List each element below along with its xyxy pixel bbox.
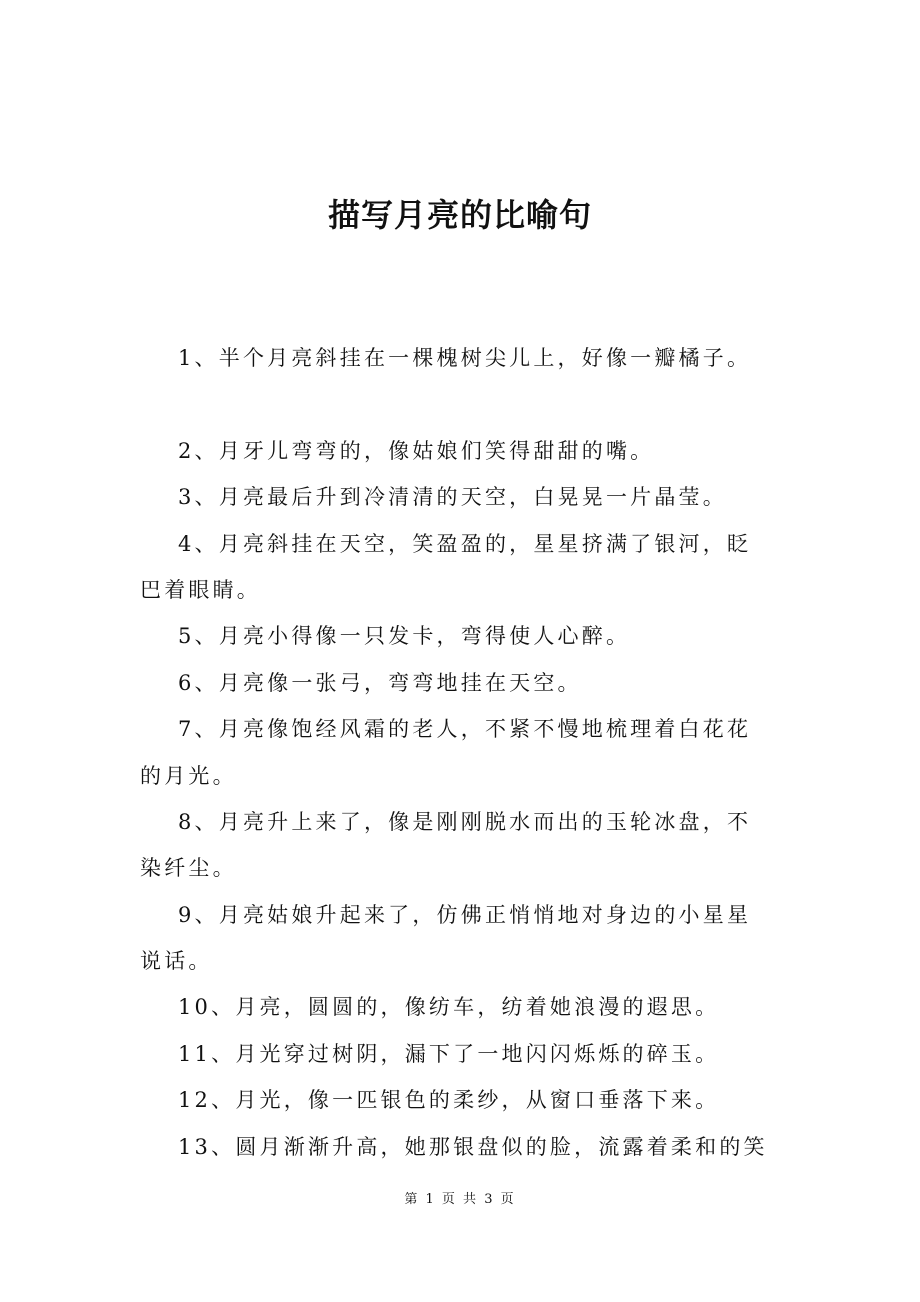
paragraph-1	[140, 335, 780, 381]
paragraph-line: 巴着眼睛。	[140, 577, 261, 602]
paragraph-9	[140, 892, 780, 985]
paragraph-line: 9、月亮姑娘升起来了，仿佛正悄悄地对身边的小星星	[178, 902, 752, 927]
paragraph-line: 2、月牙儿弯弯的，像姑娘们笑得甜甜的嘴。	[178, 438, 655, 463]
paragraph-3	[140, 474, 780, 520]
paragraph-line: 的月光。	[140, 763, 237, 788]
paragraph-11	[140, 1031, 780, 1077]
paragraph-line: 3、月亮最后升到冷清清的天空，白晃晃一片晶莹。	[178, 485, 727, 510]
paragraph-line: 1、半个月亮斜挂在一棵槐树尖儿上，好像一瓣橘子。	[178, 346, 752, 370]
paragraph-line: 4、月亮斜挂在天空，笑盈盈的，星星挤满了银河，眨	[178, 531, 752, 556]
document-body	[140, 335, 780, 1170]
paragraph-8	[140, 799, 780, 892]
blank-line	[140, 381, 780, 427]
document-title: 描写月亮的比喻句	[327, 196, 592, 234]
paragraph-6	[140, 660, 780, 706]
paragraph-line: 说话。	[140, 949, 213, 974]
paragraph-line: 13、圆月渐渐升高，她那银盘似的脸，流露着柔和的笑	[178, 1134, 768, 1159]
paragraph-line: 6、月亮像一张弓，弯弯地挂在天空。	[178, 670, 582, 695]
paragraph-10	[140, 984, 780, 1030]
paragraph-4	[140, 521, 780, 614]
paragraph-line: 染纤尘。	[140, 856, 237, 881]
paragraph-line: 10、月亮，圆圆的，像纺车，纺着她浪漫的遐思。	[178, 995, 720, 1020]
paragraph-line: 5、月亮小得像一只发卡，弯得使人心醉。	[178, 624, 631, 649]
paragraph-5	[140, 613, 780, 659]
paragraph-line: 8、月亮升上来了，像是刚刚脱水而出的玉轮冰盘，不	[178, 809, 752, 834]
paragraph-line: 11、月光穿过树阴，漏下了一地闪闪烁烁的碎玉。	[178, 1041, 720, 1066]
page-footer: 第 1 页 共 3 页	[404, 1192, 516, 1207]
paragraph-7	[140, 706, 780, 799]
paragraph-line: 12、月光，像一匹银色的柔纱，从窗口垂落下来。	[178, 1088, 720, 1113]
paragraph-line: 7、月亮像饱经风霜的老人，不紧不慢地梳理着白花花	[178, 717, 752, 742]
paragraph-12	[140, 1077, 780, 1123]
paragraph-13	[140, 1124, 780, 1170]
paragraph-2	[140, 428, 780, 474]
